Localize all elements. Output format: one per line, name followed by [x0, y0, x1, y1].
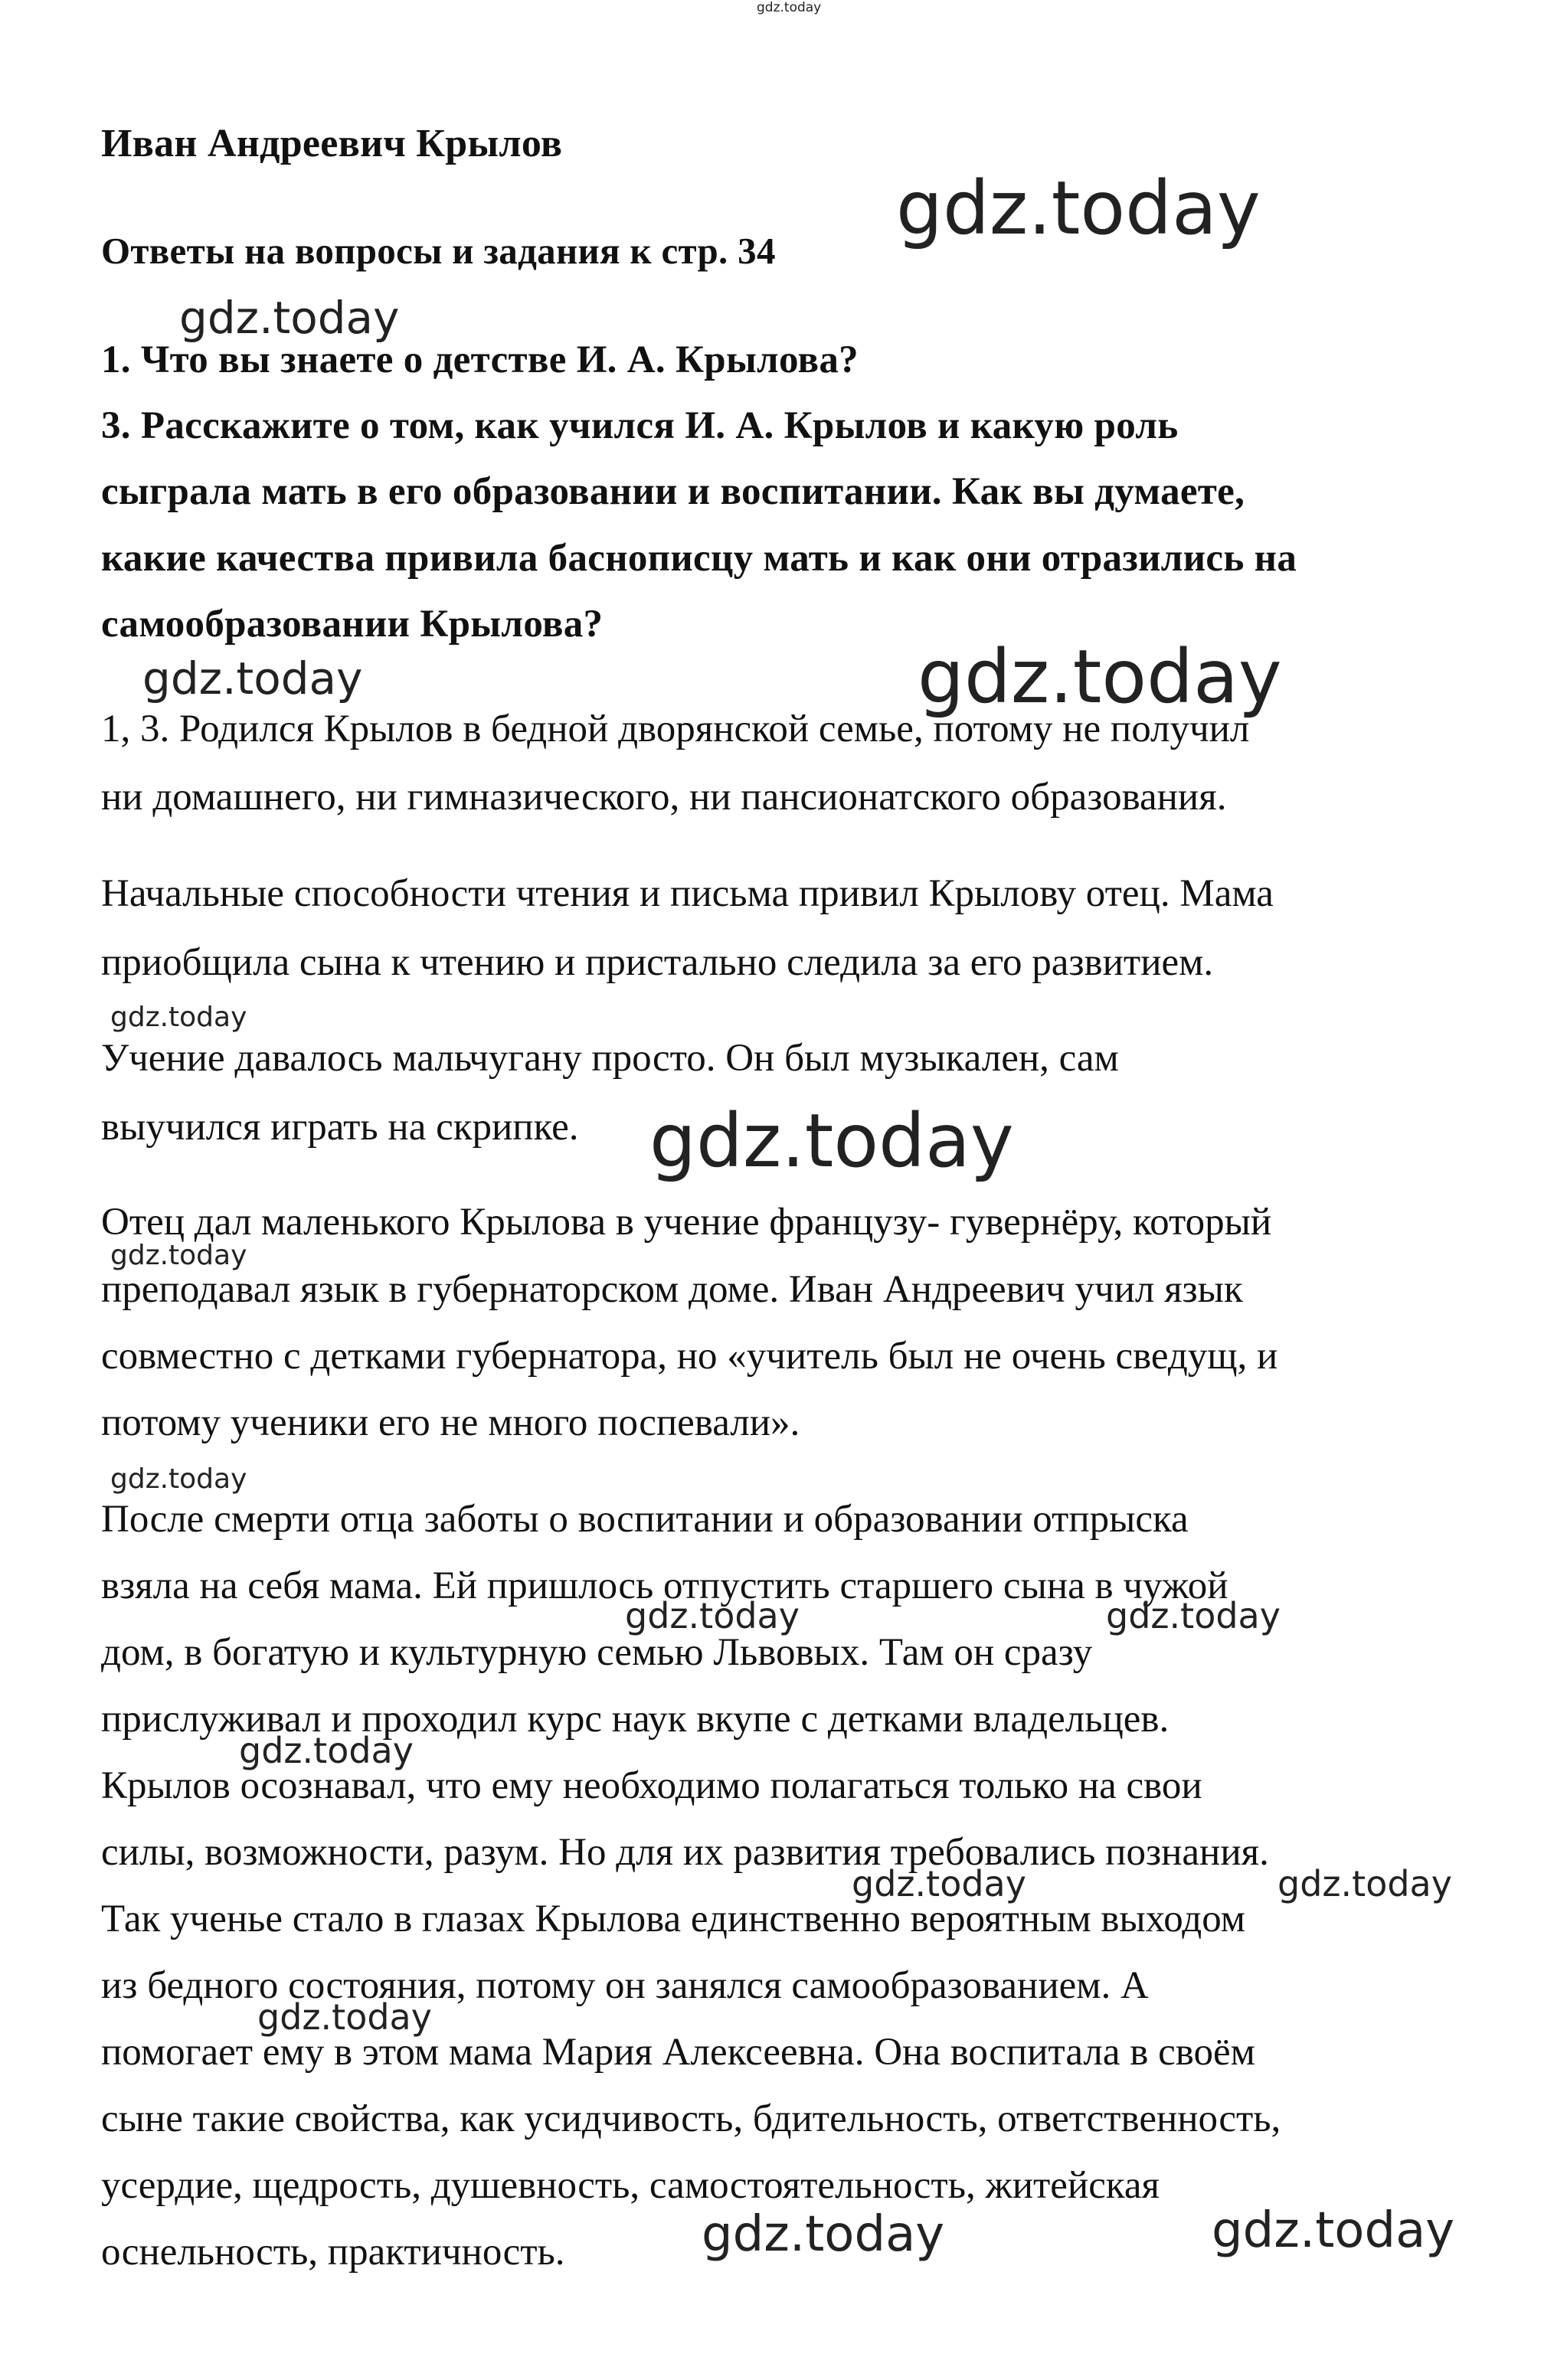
answer-line: прислуживал и проходил курс наук вкупе с детками владельцев. — [101, 1698, 1170, 1741]
watermark-small: gdz.today — [110, 1002, 247, 1033]
watermark-large: gdz.today — [896, 165, 1261, 251]
answer-line: выучился играть на скрипке. — [101, 1106, 579, 1149]
watermark: gdz.today — [1106, 1595, 1281, 1636]
watermark: gdz.today — [142, 652, 363, 705]
watermark: gdz.today — [625, 1595, 800, 1636]
answer-line: Отец дал маленького Крылова в учение французу- гувернёру, который — [101, 1201, 1272, 1244]
answer-line: Так ученье стало в глазах Крылова единственно вероятным выходом — [101, 1898, 1246, 1940]
answer-line: усердие, щедрость, душевность, самостоятельность, житейская — [101, 2164, 1160, 2207]
question-3-line-3: какие качества привила баснописцу мать и как они отразились на — [101, 537, 1297, 580]
answer-line: преподавал язык в губернаторском доме. Иван Андреевич учил язык — [101, 1268, 1243, 1311]
watermark: gdz.today — [852, 1863, 1026, 1904]
answer-line: совместно с детками губернатора, но «учитель был не очень сведущ, и — [101, 1335, 1278, 1378]
watermark: gdz.today — [702, 2206, 945, 2263]
question-1: 1. Что вы знаете о детстве И. А. Крылова? — [101, 338, 859, 381]
answer-line: Начальные способности чтения и письма привил Крылову отец. Мама — [101, 872, 1274, 915]
watermark-large: gdz.today — [649, 1098, 1014, 1184]
answer-line: приобщила сына к чтению и пристально следила за его развитием. — [101, 941, 1214, 984]
section-subtitle: Ответы на вопросы и задания к стр. 34 — [101, 230, 776, 272]
question-3-line-1: 3. Расскажите о том, как учился И. А. Крылов и какую роль — [101, 404, 1179, 447]
page-title: Иван Андреевич Крылов — [101, 122, 563, 165]
watermark-small: gdz.today — [110, 1240, 247, 1271]
watermark: gdz.today — [257, 1996, 432, 2038]
answer-line: ни домашнего, ни гимназического, ни пансионатского образования. — [101, 776, 1227, 819]
question-3-line-2: сыграла мать в его образовании и воспитании. Как вы думаете, — [101, 470, 1245, 513]
watermark: gdz.today — [179, 292, 400, 344]
answer-line: После смерти отца заботы о воспитании и образовании отпрыска — [101, 1498, 1189, 1541]
question-3-line-4: самообразовании Крылова? — [101, 603, 604, 646]
watermark: gdz.today — [1212, 2202, 1455, 2259]
answer-line: силы, возможности, разум. Но для их развития требовались познания. — [101, 1831, 1269, 1874]
watermark-top: gdz.today — [757, 0, 822, 15]
answer-line: помогает ему в этом мама Мария Алексеевна. Она воспитала в своём — [101, 2031, 1255, 2074]
answer-line: сыне такие свойства, как усидчивость, бдительность, ответственность, — [101, 2097, 1281, 2140]
answer-line: дом, в богатую и культурную семью Львовых. Там он сразу — [101, 1631, 1093, 1674]
answer-line: Учение давалось мальчугану просто. Он был музыкален, сам — [101, 1037, 1119, 1080]
answer-line: потому ученики его не много поспевали». — [101, 1401, 800, 1444]
answer-line: взяла на себя мама. Ей пришлось отпустить старшего сына в чужой — [101, 1564, 1228, 1607]
watermark-large: gdz.today — [918, 634, 1282, 720]
watermark: gdz.today — [1277, 1863, 1452, 1904]
answer-line: из бедного состояния, потому он занялся самообразованием. А — [101, 1964, 1149, 2007]
answer-line: оснельность, практичность. — [101, 2231, 565, 2274]
answer-line: Крылов осознавал, что ему необходимо полагаться только на свои — [101, 1764, 1202, 1807]
watermark: gdz.today — [239, 1730, 414, 1771]
answer-line: 1, 3. Родился Крылов в бедной дворянской семье, потому не получил — [101, 708, 1250, 750]
watermark-small: gdz.today — [110, 1463, 247, 1495]
